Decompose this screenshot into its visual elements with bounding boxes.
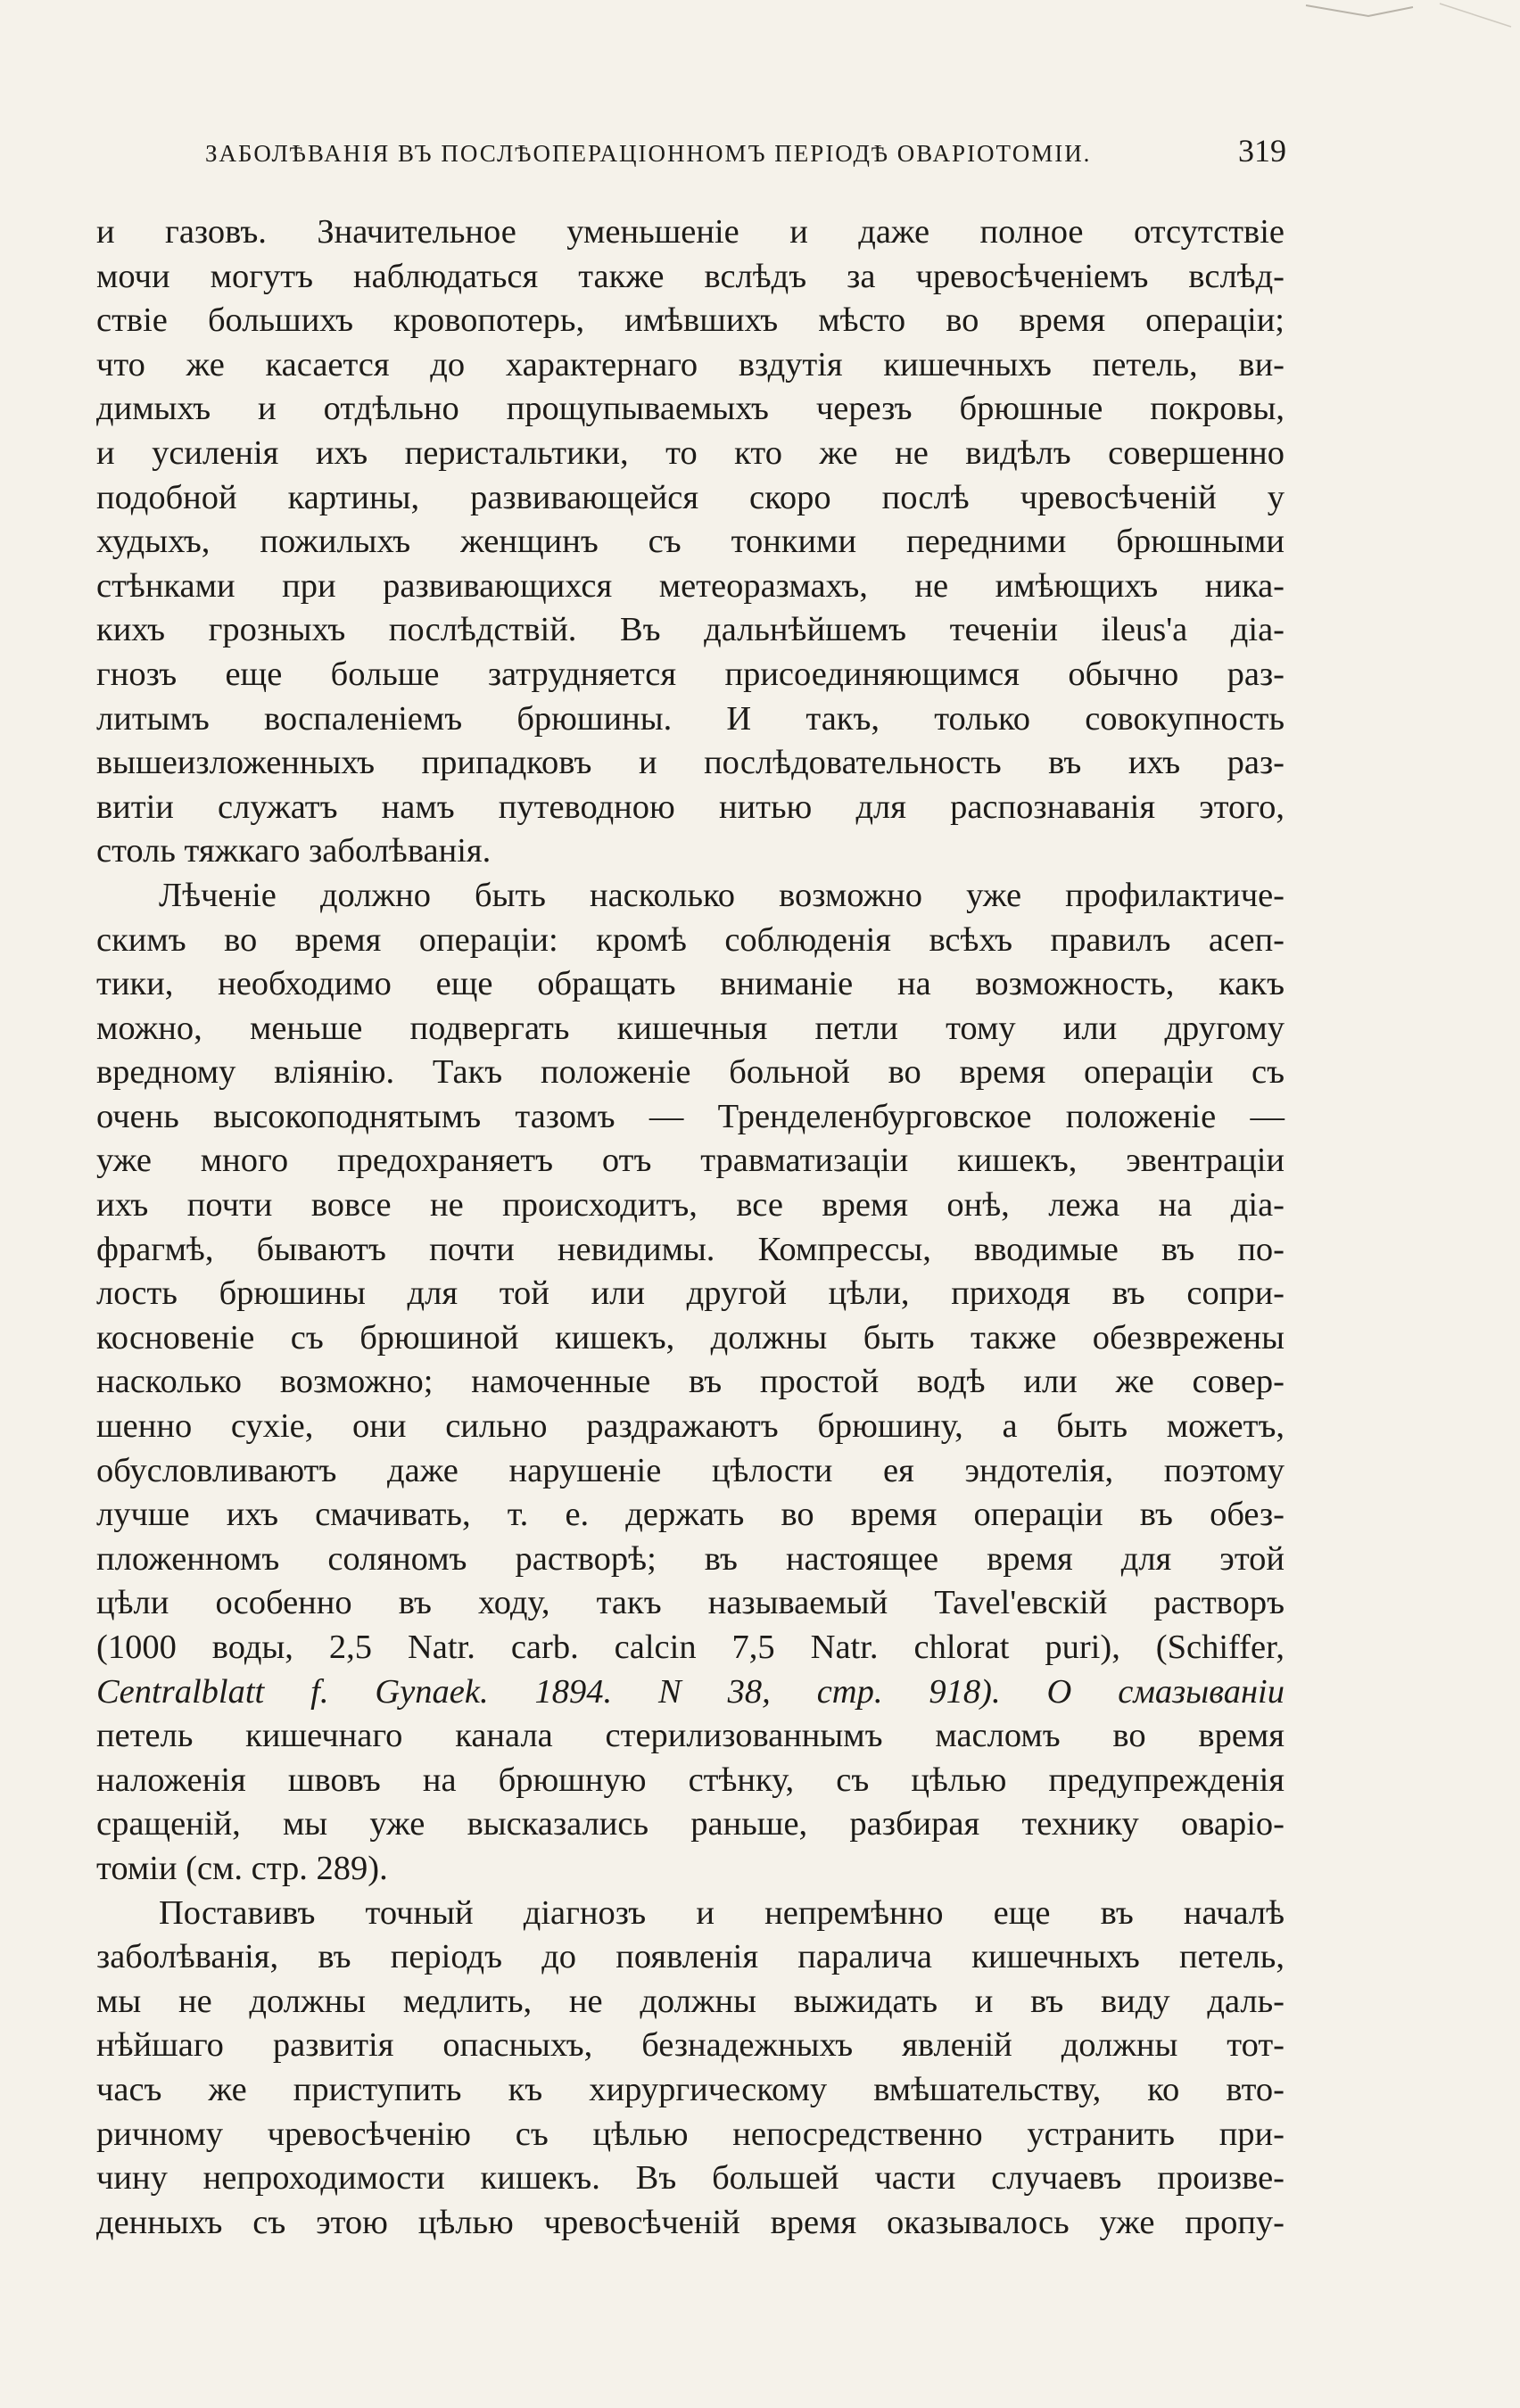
text-line: обусловливаютъ даже нарушеніе цѣлости ея эндотелія, поэтому <box>96 1451 1285 1489</box>
text-line: димыхъ и отдѣльно прощупываемыхъ черезъ брюшные покровы, <box>96 390 1285 428</box>
page-number: 319 <box>1238 133 1286 169</box>
paragraph-start-line: Поставивъ точный діагнозъ и непремѣнно еще въ началѣ <box>159 1893 1285 1932</box>
text-line: денныхъ съ этою цѣлью чревосѣченій время оказывалось уже пропу- <box>96 2203 1285 2241</box>
paragraph-start-line: Лѣченіе должно быть насколько возможно уже профилактиче- <box>159 876 1285 914</box>
text-line: заболѣванія, въ періодъ до появленія паралича кишечныхъ петель, <box>96 1938 1285 1976</box>
text-line: ричному чревосѣченію съ цѣлью непосредственно устранить при- <box>96 2115 1285 2153</box>
text-line: томіи (см. стр. 289). <box>96 1849 388 1887</box>
text-line: шенно сухіе, они сильно раздражаютъ брюшину, а быть можетъ, <box>96 1407 1285 1446</box>
text-line: витіи служатъ намъ путеводною нитью для распознаванія этого, <box>96 788 1285 826</box>
text-line: кихъ грозныхъ послѣдствій. Въ дальнѣйшемъ теченіи ileus'а діа- <box>96 611 1285 649</box>
text-line: нѣйшаго развитія опасныхъ, безнадежныхъ явленій должны тот- <box>96 2026 1285 2065</box>
text-line: пложенномъ соляномъ растворѣ; въ настоящее время для этой <box>96 1539 1285 1578</box>
text-line: лучше ихъ смачивать, т. е. держать во время операціи въ обез- <box>96 1496 1285 1534</box>
text-line: часъ же приступить къ хирургическому вмѣшательству, ко вто- <box>96 2070 1285 2108</box>
text-line: что же касается до характернаго вздутія кишечныхъ петель, ви- <box>96 345 1285 383</box>
text-line: фрагмѣ, бываютъ почти невидимы. Компрессы, вводимые въ по- <box>96 1230 1285 1268</box>
text-line: наложенія швовъ на брюшную стѣнку, съ цѣлью предупрежденія <box>96 1761 1285 1799</box>
text-line: худыхъ, пожилыхъ женщинъ съ тонкими передними брюшными <box>96 523 1285 561</box>
text-line: и газовъ. Значительное уменьшеніе и даже полное отсутствіе <box>96 213 1285 251</box>
text-line: тики, необходимо еще обращать вниманіе на возможность, какъ <box>96 965 1285 1003</box>
text-line: мы не должны медлить, не должны выжидать и въ виду даль- <box>96 1982 1285 2020</box>
text-line: Centralblatt f. Gynaek. 1894. N 38, стр. 918). О смазываніи <box>96 1672 1285 1711</box>
text-line: столь тяжкаго заболѣванія. <box>96 832 492 870</box>
running-head: ЗАБОЛѢВАНІЯ ВЪ ПОСЛѢОПЕРАЦІОННОМЪ ПЕРІОДѢ ОВАРІОТОМІИ. <box>205 140 1092 167</box>
page-header <box>205 132 1286 169</box>
text-line: ствіе большихъ кровопотерь, имѣвшихъ мѣсто во время операціи; <box>96 301 1285 340</box>
text-line: цѣли особенно въ ходу, такъ называемый Tavel'евскій растворъ <box>96 1584 1285 1622</box>
text-line: чину непроходимости кишекъ. Въ большей части случаевъ произве- <box>96 2159 1285 2198</box>
text-line: подобной картины, развивающейся скоро послѣ чревосѣченій у <box>96 478 1285 516</box>
text-line: косновеніе съ брюшиной кишекъ, должны быть также обезврежены <box>96 1318 1285 1357</box>
text-line: скимъ во время операціи: кромѣ соблюденія всѣхъ правилъ асеп- <box>96 920 1285 959</box>
corner-pencil-mark <box>1288 0 1520 36</box>
text-line: лость брюшины для той или другой цѣли, приходя въ сопри- <box>96 1274 1285 1313</box>
text-line: (1000 воды, 2,5 Natr. carb. calcin 7,5 Natr. chlorat puri), (Schiffer, <box>96 1629 1285 1666</box>
text-line: вредному вліянію. Такъ положеніе больной во время операціи съ <box>96 1053 1285 1092</box>
text-line: мочи могутъ наблюдаться также вслѣдъ за чревосѣченіемъ вслѣд- <box>96 257 1285 295</box>
text-line: ихъ почти вовсе не происходитъ, все время онѣ, лежа на діа- <box>96 1186 1285 1225</box>
text-line: вышеизложенныхъ припадковъ и послѣдовательность въ ихъ раз- <box>96 744 1285 782</box>
text-line: литымъ воспаленіемъ брюшины. И такъ, только совокупность <box>96 699 1285 738</box>
text-line: насколько возможно; намоченные въ простой водѣ или же совер- <box>96 1363 1285 1401</box>
text-line: очень высокоподнятымъ тазомъ — Тренделенбурговское положеніе — <box>96 1097 1285 1135</box>
text-line: можно, меньше подвергать кишечныя петли тому или другому <box>96 1009 1285 1047</box>
text-line: гнозъ еще больше затрудняется присоединяющимся обычно раз- <box>96 655 1285 693</box>
text-line: стѣнками при развивающихся метеоразмахъ, не имѣющихъ ника- <box>96 566 1285 605</box>
text-line: уже много предохраняетъ отъ травматизаціи кишекъ, эвентраціи <box>96 1142 1285 1180</box>
text-line: и усиленія ихъ перистальтики, то кто же не видѣлъ совершенно <box>96 433 1285 472</box>
text-line: петель кишечнаго канала стерилизованнымъ масломъ во время <box>96 1717 1285 1755</box>
body-text <box>96 210 1285 2245</box>
text-line: сращеній, мы уже высказались раньше, разбирая технику оваріо- <box>96 1805 1285 1843</box>
